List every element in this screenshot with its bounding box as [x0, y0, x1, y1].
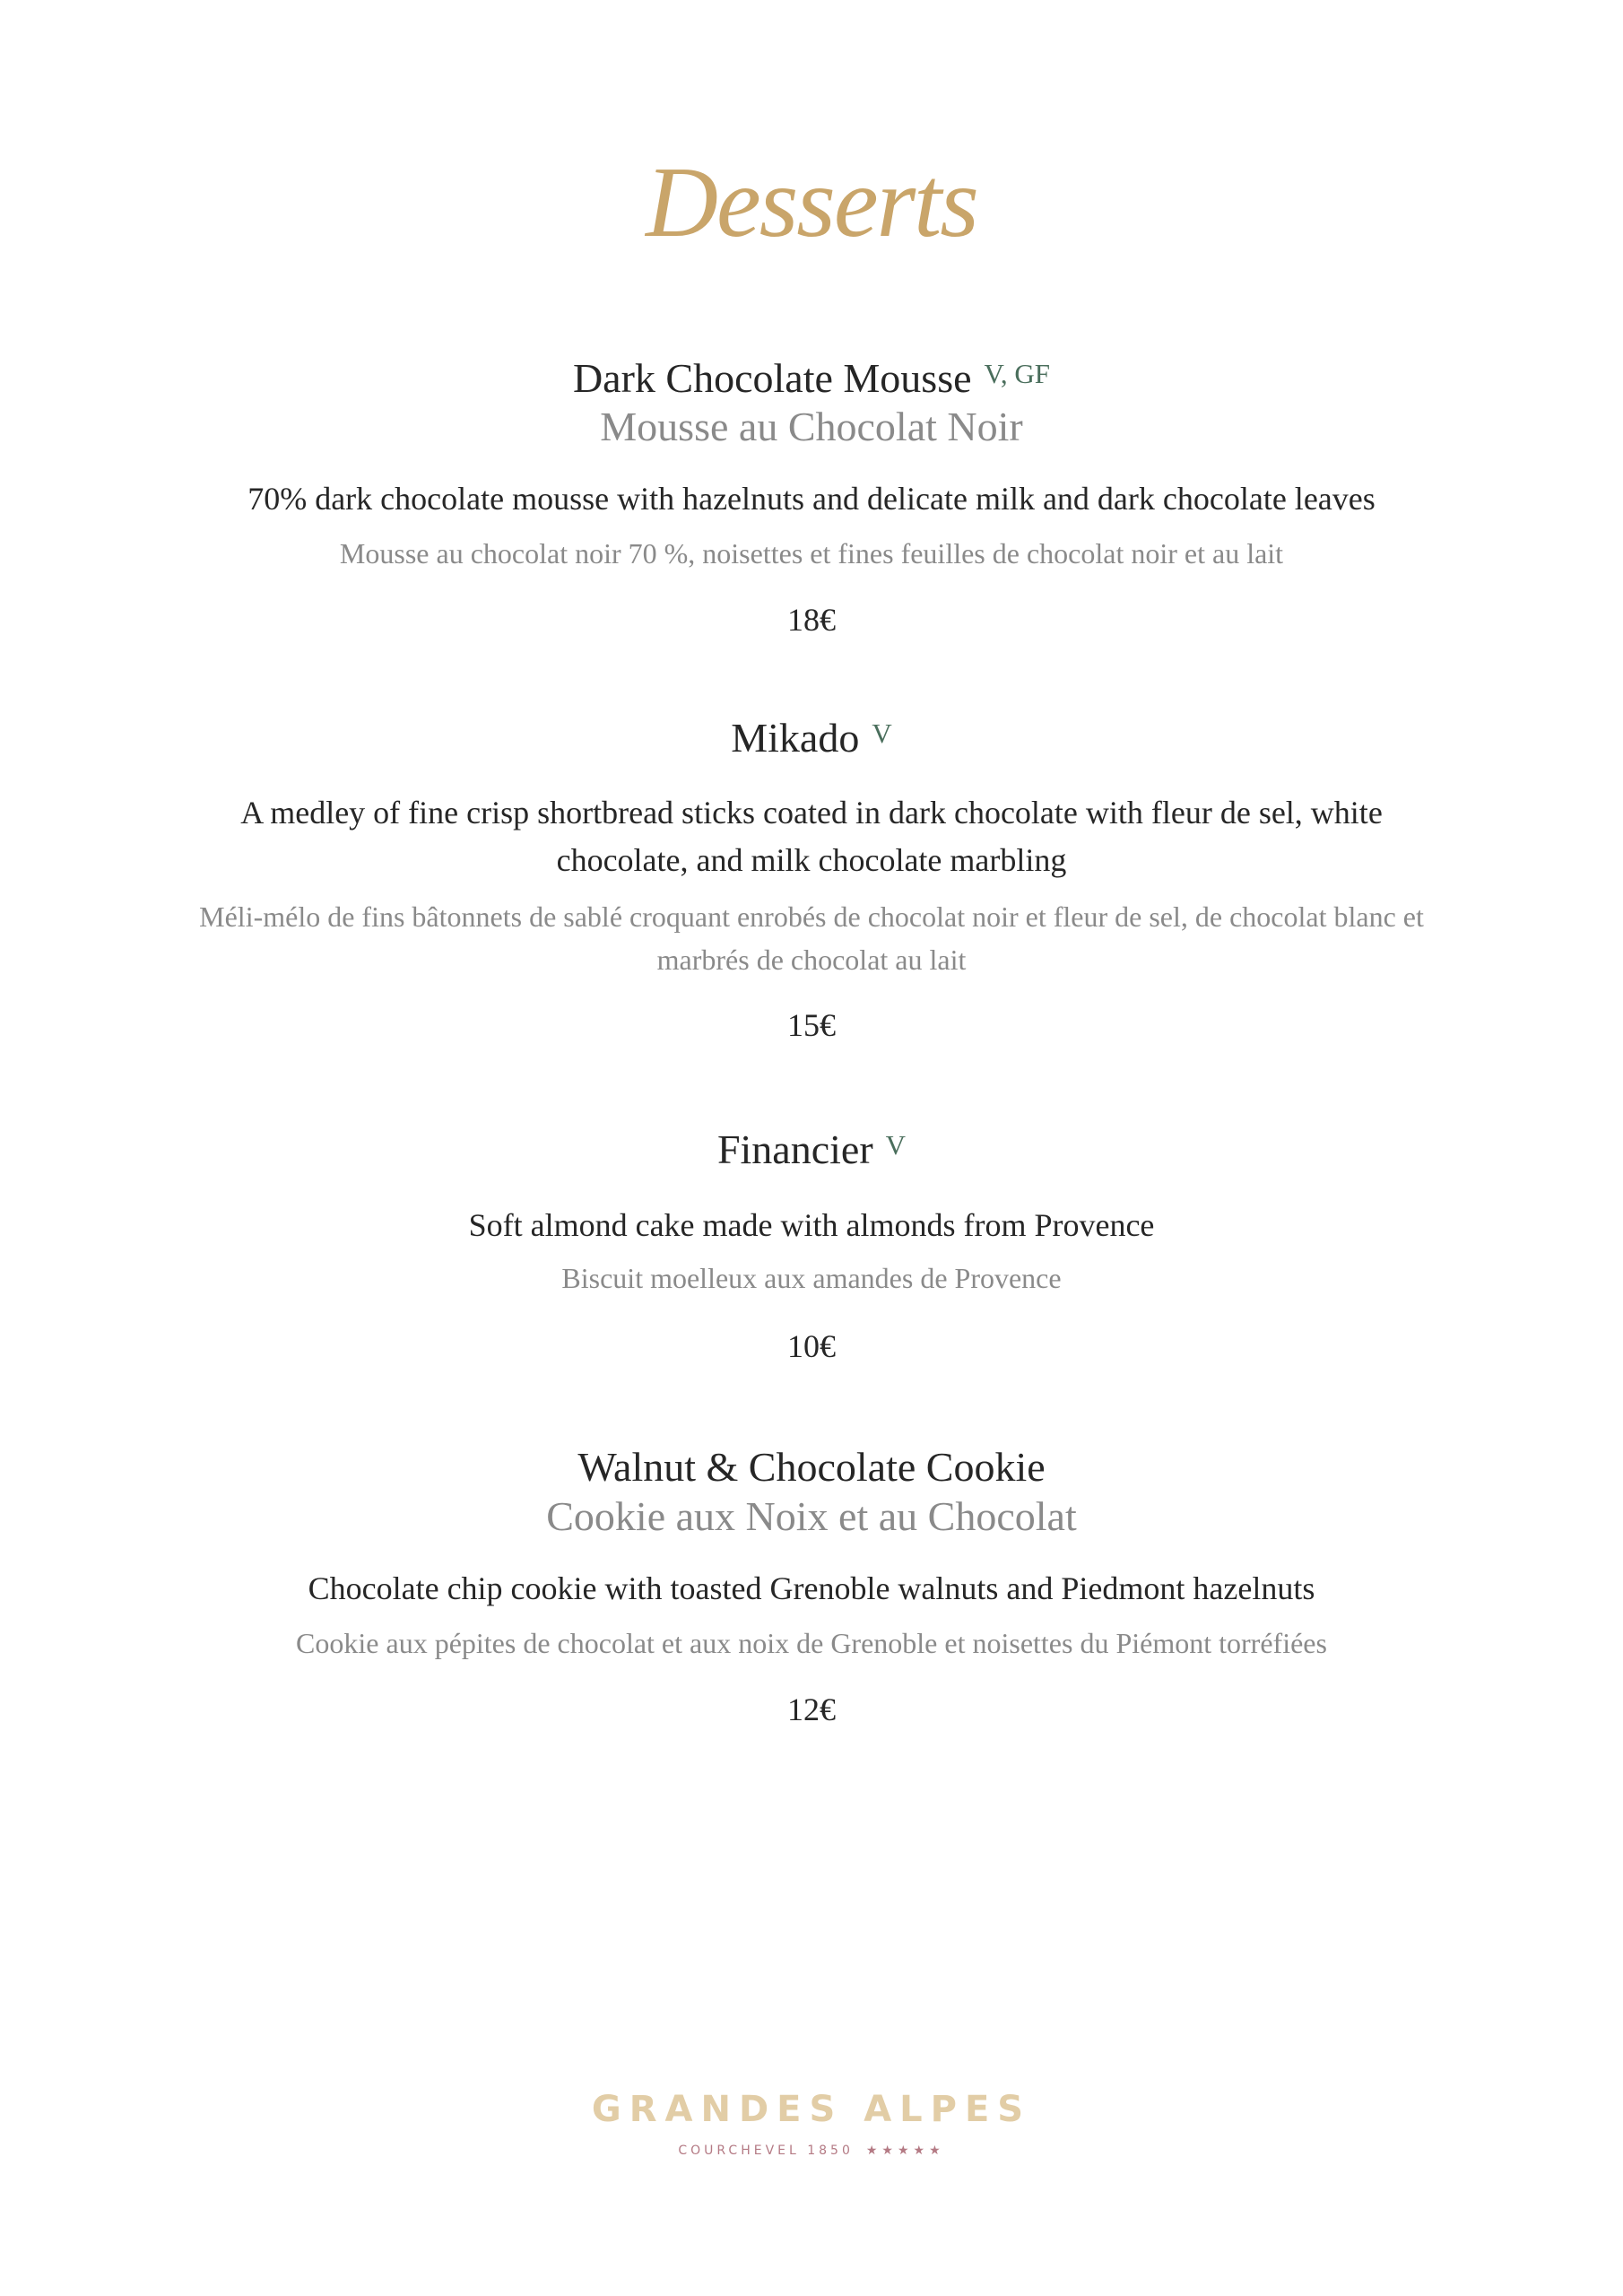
- item-description: Soft almond cake made with almonds from Provence: [468, 1207, 1155, 1243]
- item-name: Financier: [716, 1126, 873, 1172]
- item-price: 10€: [787, 1328, 836, 1364]
- item-price: 15€: [787, 1007, 836, 1043]
- item-name-fr: Cookie aux Noix et au Chocolat: [546, 1493, 1077, 1539]
- item-title: [0, 1126, 1623, 1172]
- brand-logo: GRANDES ALPES: [591, 2089, 1032, 2130]
- dietary-tags: V: [872, 718, 892, 749]
- dietary-tags: V: [885, 1129, 907, 1161]
- item-description-fr: marbrés de chocolat au lait: [656, 944, 967, 976]
- item-title: [0, 1444, 1623, 1490]
- item-price: 12€: [787, 1692, 836, 1727]
- item-description: Chocolate chip cookie with toasted Grenoble walnuts and Piedmont hazelnuts: [308, 1570, 1315, 1606]
- brand-location: COURCHEVEL 1850: [678, 2144, 854, 2158]
- dietary-tags: V, GF: [984, 358, 1051, 389]
- item-name: Walnut & Chocolate Cookie: [577, 1444, 1046, 1490]
- star-rating-icon: ★★★★★: [865, 2144, 945, 2158]
- item-description: A medley of fine crisp shortbread sticks coated in dark chocolate with fleur de sel, white: [240, 795, 1383, 831]
- item-name: Dark Chocolate Mousse: [572, 355, 972, 401]
- item-description-fr: Biscuit moelleux aux amandes de Provence: [561, 1262, 1062, 1294]
- item-description-fr: Méli-mélo de fins bâtonnets de sablé croquant enrobés de chocolat noir et fleur de sel, de chocolat blanc et: [199, 900, 1424, 933]
- item-title: [0, 355, 1623, 401]
- item-name: Mikado: [731, 715, 860, 761]
- item-title: [0, 715, 1623, 761]
- item-description: 70% dark chocolate mousse with hazelnuts and delicate milk and dark chocolate leaves: [247, 481, 1376, 517]
- item-description-fr: Cookie aux pépites de chocolat et aux noix de Grenoble et noisettes du Piémont torréfiées: [296, 1627, 1327, 1659]
- item-description-fr: Mousse au chocolat noir 70 %, noisettes et fines feuilles de chocolat noir et au lait: [339, 537, 1284, 570]
- item-name-fr: Mousse au Chocolat Noir: [600, 404, 1023, 449]
- section-heading: Desserts: [646, 147, 977, 258]
- item-price: 18€: [787, 602, 836, 638]
- brand-subtitle: [0, 2144, 1623, 2157]
- item-description: chocolate, and milk chocolate marbling: [556, 842, 1067, 878]
